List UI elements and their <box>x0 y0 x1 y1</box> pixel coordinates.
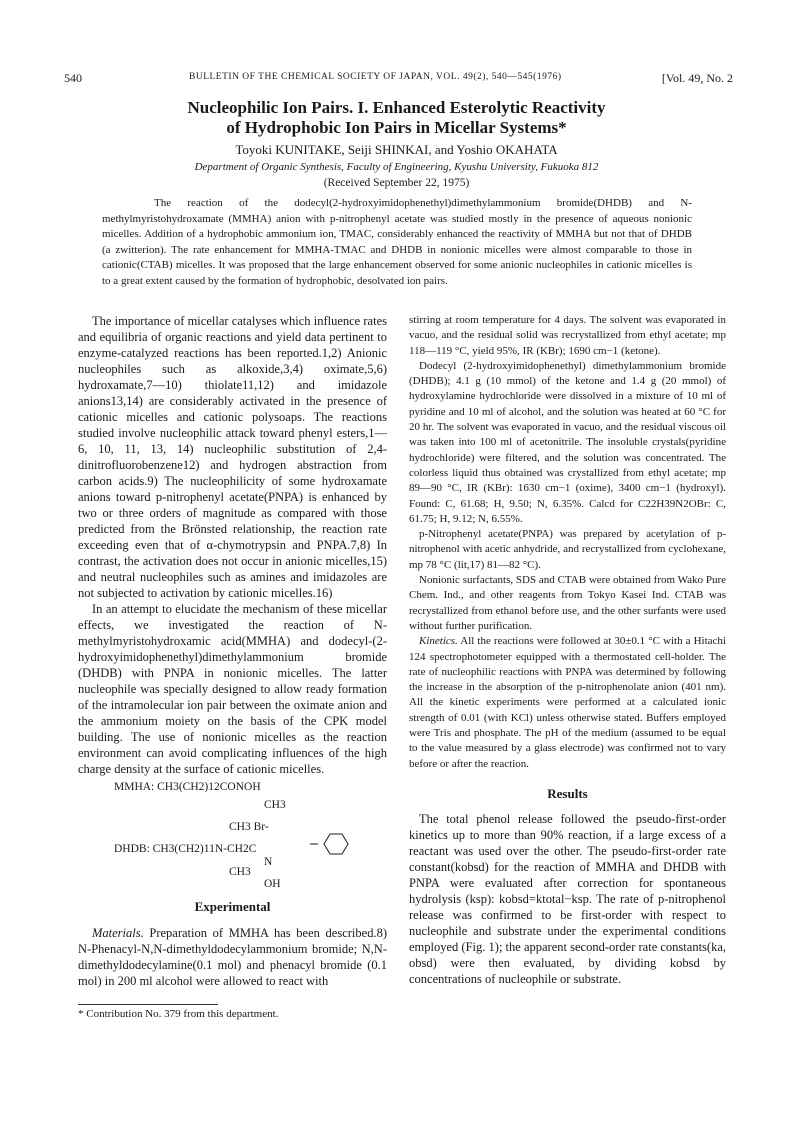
mmha-formula: MMHA: CH3(CH2)12CONOH <box>114 781 261 793</box>
right-column <box>409 313 726 987</box>
left-column <box>78 313 387 989</box>
received-date: (Received September 22, 1975) <box>323 177 470 189</box>
abstract: The reaction of the dodecyl(2-hydroxyimidophenethyl)dimethylammonium bromide(DHDB) and N-methylmyristohydroxamate (MMHA) anion with p-nitrophenyl acetate was studied mostly in the presence of aqueous nonionic micelles. Addition of a hydrophobic ammonium ion, TMAC, considerably enhanced the reactivity of MMHA but not that of DHDB (a zwitterion). The rate enhancement for MMHA-TMAC and DHDB in nonionic micelles were almost comparable to those in cationic(CTAB) micelles. It was proposed that the large enhancement observed for some anionic nucleophiles in cationic micelles is to a great extent caused by the formation of hydrophobic, desolvated ion pairs. <box>102 197 692 287</box>
page-number: 540 <box>64 71 82 85</box>
results-paragraph: The total phenol release followed the pseudo-first-order kinetics up to more than 90% reaction, if a large excess of a reactant was used over the other. The pseudo-first-order rate constant(kobsd) for the reaction of MMHA and DHDB with PNPA were evaluated after correction for spontaneous hydrolysis (ksp): kobsd=ktotal−ksp. The rate of p-nitrophenol release was confirmed to be first-order with respect to nucleophile and substrate under the experimental conditions employed (Fig. 1); the apparent second-order rate constants(ka, obsd) were then evaluated, by dividing kobsd by concentrations of nucleophile or substrate. <box>409 812 726 987</box>
volume-label: [Vol. 49, No. 2 <box>661 71 733 85</box>
oxime-hydroxyl: OH <box>264 878 281 890</box>
materials-label: Materials. <box>92 926 144 940</box>
title-line-1: Nucleophilic Ion Pairs. I. Enhanced Esterolytic Reactivity <box>187 98 606 117</box>
experimental-heading: Experimental <box>194 899 271 914</box>
intro-paragraph-2: In an attempt to elucidate the mechanism of these micellar effects, we investigated the reaction of N-methylmyristohydroxamic acid(MMHA) and dodecyl-(2-hydroxyimidophenethyl)dimethylammonium bromide (DHDB) with PNPA in nonionic micelles. The latter nucleophile was specially designed to allow ready formation of the intramolecular ion pair between the oximate anion and the ammonium moiety on the basis of the CPK model building. The use of nonionic micelles as the reaction environment can avoid complicating influences of the high charge density at the surface of cationic micelles. <box>78 602 387 776</box>
affiliation: Department of Organic Synthesis, Faculty of Engineering, Kyushu University, Fukuoka 812 <box>194 161 599 173</box>
mmha-methyl: CH3 <box>264 799 286 811</box>
pnpa-preparation: p-Nitrophenyl acetate(PNPA) was prepared by acetylation of p-nitrophenol with acetic anhydride, and recrystallized from cyclohexane, mp 78 °C (lit,17) 81—82 °C). <box>409 528 726 571</box>
intro-paragraph-1: The importance of micellar catalyses which influence rates and equilibria of organic reactions and yield data pertinent to enzyme-catalyzed reactions has been reported.1,2) Anionic nucleophiles such as alkoxide,3,4) oximate,5,6) hydroxamate,7—10) thiolate11,12) and imidazole anions13,14) are considerably activated in the presence of cationic micelles and cationic polysoaps. The reactions studied involve nucleophilic attack toward phenyl esters,1—6, 10, 11, 13, 14) nucleophilic substitution of 2,4-dinitrofluorobenzene12) and hydrogen abstraction from carbon acids.9) The nucleophilicity of some hydroxamate anions toward p-nitrophenyl acetate(PNPA) is enhanced by two or three orders of magnitude as compared with those predicted from the Brönsted relationship, the reaction rate exceeding even that of α-chymotrypsin and PNPA.7,8) In contrast, the activation does not occur in anionic micelles,15) and neutral nucleophiles such as amines and imidazoles are not subjected to activation by cationic micelles.16) <box>78 314 387 600</box>
journal-citation: BULLETIN OF THE CHEMICAL SOCIETY OF JAPAN, VOL. 49(2), 540—545(1976) <box>189 72 562 82</box>
benzene-ring-icon <box>310 831 354 857</box>
running-head <box>64 71 733 85</box>
article-title <box>60 98 733 138</box>
synthesis-continued: stirring at room temperature for 4 days. The solvent was evaporated in vacuo, and the residual solid was recrystallized from ethyl acetate; mp 118—119 °C, yield 95%, IR (KBr); 1690 cm−1 (ketone). <box>409 314 726 357</box>
footnote-rule <box>78 1004 218 1005</box>
results-heading: Results <box>547 785 588 801</box>
authors: Toyoki KUNITAKE, Seiji SHINKAI, and Yoshio OKAHATA <box>235 142 558 157</box>
kinetics-text: All the reactions were followed at 30±0.1 °C with a Hitachi 124 spectrophotometer equipped with a thermostated cell-holder. The rate of nucleophilic reactions with PNPA was determined by following the increase in the absorption of the p-nitrophenolate anion (401 nm). All the kinetic experiments were performed at a calculated ionic strength of 0.01 (with KCl) unless otherwise stated. Buffers employed were Tris and phosphate. The pH of the medium (assumed to be equal to the value measured by a glass electrode) was confirmed not to vary before or after the reaction. <box>409 635 726 770</box>
reagents-paragraph: Nonionic surfactants, SDS and CTAB were obtained from Wako Pure Chem. Ind., and other reagents from Tokyo Kasei Ind. CTAB was recrystallized from ethanol before use, and the other surfants were used without further purification. <box>409 574 726 632</box>
structural-formulas <box>78 781 387 891</box>
kinetics-label: Kinetics. <box>419 635 458 648</box>
oxime-nitrogen: N <box>264 856 273 868</box>
materials-paragraph <box>78 925 387 989</box>
title-line-2: of Hydrophobic Ion Pairs in Micellar Systems* <box>226 118 567 137</box>
dhdb-lower-group: CH3 <box>229 866 251 878</box>
dhdb-formula: DHDB: CH3(CH2)11N-CH2C <box>114 843 257 855</box>
dhdb-upper-group: CH3 Br- <box>229 821 269 833</box>
materials-text: Preparation of MMHA has been described.8) N-Phenacyl-N,N-dimethyldodecylammonium bromide; N,N-dimethyldodecylamine(0.1 mol) and phenacyl bromide (0.1 mol) in 200 ml alcohol were allowed to react with <box>78 926 387 988</box>
kinetics-paragraph <box>409 634 726 772</box>
footnote: * Contribution No. 379 from this department. <box>78 1008 279 1020</box>
dhdb-synthesis: Dodecyl (2-hydroxyimidophenethyl) dimethylammonium bromide (DHDB); 4.1 g (10 mmol) of the ketone and 1.4 g (20 mmol) of hydroxylamine hydrochloride were dissolved in a mixture of 10 ml of pyridine and 10 ml of alcohol, and the solution was heated at 60 °C for 20 hr. The solvent was evaporated in vacuo, and the residual viscous oil was taken into 100 ml of acetonitrile. The insoluble crystals(pyridine hydrochloride) were filtered, and the solution was concentrated. The colorless liquid thus obtained was crystallized from ethyl acetate; mp 89—90 °C, IR (KBr): 1630 cm−1 (oxime), 3400 cm−1 (hydroxyl). Found: C, 61.68; H, 9.50; N, 6.35%. Calcd for C22H39N2OBr: C, 61.75; H, 9.12; N, 6.55%. <box>409 359 726 525</box>
